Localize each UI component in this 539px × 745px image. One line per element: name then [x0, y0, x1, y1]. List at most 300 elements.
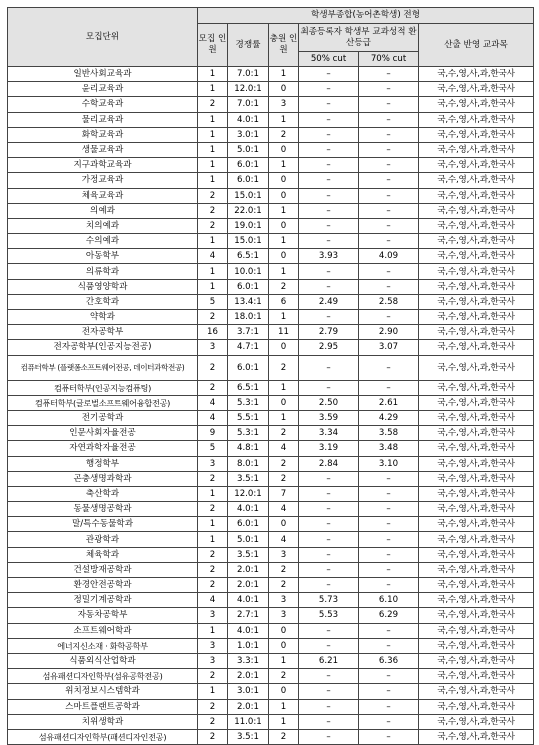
- capacity-cell: 1: [198, 173, 228, 188]
- unit-cell: 컴퓨터학부(인공지능컴퓨팅): [8, 380, 198, 395]
- cut-70-cell: –: [359, 234, 419, 249]
- cut-50-cell: –: [299, 127, 359, 142]
- subjects-cell: 국,수,영,사,과,한국사: [419, 608, 534, 623]
- additional-admits-cell: 2: [269, 578, 299, 593]
- cut-50-cell: 3.34: [299, 426, 359, 441]
- competition-rate-cell: 2.0:1: [228, 578, 269, 593]
- cut-50-cell: 3.19: [299, 441, 359, 456]
- unit-cell: 관광학과: [8, 532, 198, 547]
- table-row: [8, 142, 534, 157]
- capacity-cell: 2: [198, 502, 228, 517]
- table-row: [8, 173, 534, 188]
- cut-70-cell: –: [359, 638, 419, 653]
- cut-50-cell: 3.59: [299, 410, 359, 425]
- cut-50-cell: –: [299, 188, 359, 203]
- capacity-cell: 1: [198, 234, 228, 249]
- cut-70-cell: –: [359, 310, 419, 325]
- unit-cell: 치의예과: [8, 218, 198, 233]
- additional-admits-cell: 1: [269, 264, 299, 279]
- cut-70-cell: –: [359, 486, 419, 501]
- cut-70-cell: –: [359, 714, 419, 729]
- capacity-cell: 2: [198, 714, 228, 729]
- unit-cell: 체육학과: [8, 547, 198, 562]
- table-row: [8, 562, 534, 577]
- unit-cell: 동물생명공학과: [8, 502, 198, 517]
- competition-rate-cell: 6.5:1: [228, 249, 269, 264]
- subjects-cell: 국,수,영,사,과,한국사: [419, 441, 534, 456]
- cut-70-cell: –: [359, 203, 419, 218]
- cut-70-cell: 2.90: [359, 325, 419, 340]
- subjects-cell: 국,수,영,사,과,한국사: [419, 502, 534, 517]
- cut-70-cell: 6.29: [359, 608, 419, 623]
- subjects-cell: 국,수,영,사,과,한국사: [419, 532, 534, 547]
- competition-rate-cell: 6.0:1: [228, 355, 269, 380]
- cut-50-cell: –: [299, 380, 359, 395]
- unit-cell: 곤충생명과학과: [8, 471, 198, 486]
- competition-rate-cell: 2.0:1: [228, 562, 269, 577]
- competition-rate-cell: 4.7:1: [228, 340, 269, 355]
- additional-admits-cell: 4: [269, 441, 299, 456]
- cut-70-cell: –: [359, 729, 419, 744]
- cut-70-cell: –: [359, 218, 419, 233]
- cut-70-cell: –: [359, 173, 419, 188]
- additional-admits-cell: 4: [269, 532, 299, 547]
- competition-rate-cell: 2.0:1: [228, 669, 269, 684]
- competition-rate-cell: 2.7:1: [228, 608, 269, 623]
- additional-admits-cell: 2: [269, 279, 299, 294]
- capacity-cell: 2: [198, 188, 228, 203]
- unit-cell: 섬유패션디자인학부(섬유공학전공): [8, 669, 198, 684]
- competition-rate-cell: 3.5:1: [228, 471, 269, 486]
- table-row: [8, 355, 534, 380]
- table-row: [8, 203, 534, 218]
- capacity-cell: 4: [198, 410, 228, 425]
- subjects-cell: 국,수,영,사,과,한국사: [419, 593, 534, 608]
- table-row: [8, 699, 534, 714]
- capacity-cell: 3: [198, 653, 228, 668]
- subjects-cell: 국,수,영,사,과,한국사: [419, 142, 534, 157]
- capacity-cell: 1: [198, 127, 228, 142]
- header-admission-group: 학생부종합(농어촌학생) 전형: [198, 8, 534, 24]
- table-row: [8, 249, 534, 264]
- cut-50-cell: –: [299, 203, 359, 218]
- unit-cell: 윤리교육과: [8, 82, 198, 97]
- subjects-cell: 국,수,영,사,과,한국사: [419, 714, 534, 729]
- cut-50-cell: 6.21: [299, 653, 359, 668]
- competition-rate-cell: 4.0:1: [228, 623, 269, 638]
- capacity-cell: 2: [198, 97, 228, 112]
- table-row: [8, 669, 534, 684]
- cut-70-cell: 3.48: [359, 441, 419, 456]
- cut-70-cell: –: [359, 279, 419, 294]
- cut-50-cell: –: [299, 623, 359, 638]
- subjects-cell: 국,수,영,사,과,한국사: [419, 279, 534, 294]
- unit-cell: 의예과: [8, 203, 198, 218]
- competition-rate-cell: 8.0:1: [228, 456, 269, 471]
- subjects-cell: 국,수,영,사,과,한국사: [419, 684, 534, 699]
- cut-70-cell: 4.09: [359, 249, 419, 264]
- subjects-cell: 국,수,영,사,과,한국사: [419, 249, 534, 264]
- cut-70-cell: –: [359, 97, 419, 112]
- unit-cell: 의류학과: [8, 264, 198, 279]
- unit-cell: 체육교육과: [8, 188, 198, 203]
- additional-admits-cell: 4: [269, 502, 299, 517]
- capacity-cell: 1: [198, 684, 228, 699]
- additional-admits-cell: 1: [269, 203, 299, 218]
- cut-50-cell: 5.73: [299, 593, 359, 608]
- subjects-cell: 국,수,영,사,과,한국사: [419, 517, 534, 532]
- table-row: [8, 294, 534, 309]
- cut-70-cell: –: [359, 142, 419, 157]
- table-row: [8, 264, 534, 279]
- table-row: [8, 653, 534, 668]
- unit-cell: 약학과: [8, 310, 198, 325]
- cut-50-cell: –: [299, 82, 359, 97]
- admission-table-container: [7, 7, 533, 745]
- additional-admits-cell: 1: [269, 714, 299, 729]
- cut-50-cell: 2.49: [299, 294, 359, 309]
- table-row: [8, 158, 534, 173]
- cut-70-cell: –: [359, 158, 419, 173]
- subjects-cell: 국,수,영,사,과,한국사: [419, 325, 534, 340]
- cut-70-cell: –: [359, 471, 419, 486]
- cut-50-cell: –: [299, 517, 359, 532]
- capacity-cell: 1: [198, 264, 228, 279]
- table-row: [8, 471, 534, 486]
- cut-70-cell: 4.29: [359, 410, 419, 425]
- subjects-cell: 국,수,영,사,과,한국사: [419, 294, 534, 309]
- additional-admits-cell: 2: [269, 127, 299, 142]
- cut-50-cell: –: [299, 562, 359, 577]
- capacity-cell: 1: [198, 486, 228, 501]
- unit-cell: 수학교육과: [8, 97, 198, 112]
- additional-admits-cell: 0: [269, 218, 299, 233]
- competition-rate-cell: 15.0:1: [228, 188, 269, 203]
- cut-50-cell: –: [299, 142, 359, 157]
- cut-70-cell: –: [359, 355, 419, 380]
- cut-70-cell: –: [359, 578, 419, 593]
- cut-50-cell: –: [299, 67, 359, 82]
- unit-cell: 아동학부: [8, 249, 198, 264]
- subjects-cell: 국,수,영,사,과,한국사: [419, 112, 534, 127]
- additional-admits-cell: 2: [269, 562, 299, 577]
- competition-rate-cell: 5.0:1: [228, 142, 269, 157]
- unit-cell: 환경안전공학과: [8, 578, 198, 593]
- unit-cell: 인문사회자율전공: [8, 426, 198, 441]
- cut-70-cell: –: [359, 562, 419, 577]
- table-row: [8, 426, 534, 441]
- competition-rate-cell: 7.0:1: [228, 97, 269, 112]
- subjects-cell: 국,수,영,사,과,한국사: [419, 426, 534, 441]
- cut-70-cell: –: [359, 517, 419, 532]
- capacity-cell: 1: [198, 517, 228, 532]
- cut-50-cell: –: [299, 714, 359, 729]
- subjects-cell: 국,수,영,사,과,한국사: [419, 669, 534, 684]
- additional-admits-cell: 2: [269, 471, 299, 486]
- competition-rate-cell: 6.0:1: [228, 158, 269, 173]
- capacity-cell: 1: [198, 158, 228, 173]
- unit-cell: 수의예과: [8, 234, 198, 249]
- table-row: [8, 638, 534, 653]
- capacity-cell: 3: [198, 638, 228, 653]
- additional-admits-cell: 0: [269, 340, 299, 355]
- additional-admits-cell: 3: [269, 97, 299, 112]
- cut-70-cell: –: [359, 699, 419, 714]
- cut-70-cell: –: [359, 532, 419, 547]
- capacity-cell: 2: [198, 218, 228, 233]
- unit-cell: 정밀기계공학과: [8, 593, 198, 608]
- admission-results-table: [7, 7, 534, 745]
- table-row: [8, 532, 534, 547]
- unit-cell: 에너지신소재 · 화학공학부: [8, 638, 198, 653]
- cut-50-cell: –: [299, 173, 359, 188]
- competition-rate-cell: 12.0:1: [228, 82, 269, 97]
- header-unit: 모집단위: [8, 8, 198, 67]
- table-row: [8, 310, 534, 325]
- header-cut-70: 70% cut: [359, 52, 419, 67]
- cut-70-cell: –: [359, 547, 419, 562]
- capacity-cell: 2: [198, 380, 228, 395]
- additional-admits-cell: 0: [269, 517, 299, 532]
- capacity-cell: 5: [198, 294, 228, 309]
- cut-70-cell: 6.10: [359, 593, 419, 608]
- subjects-cell: 국,수,영,사,과,한국사: [419, 653, 534, 668]
- competition-rate-cell: 3.0:1: [228, 127, 269, 142]
- additional-admits-cell: 0: [269, 188, 299, 203]
- competition-rate-cell: 6.0:1: [228, 173, 269, 188]
- table-row: [8, 517, 534, 532]
- competition-rate-cell: 11.0:1: [228, 714, 269, 729]
- additional-admits-cell: 1: [269, 158, 299, 173]
- additional-admits-cell: 1: [269, 67, 299, 82]
- table-row: [8, 684, 534, 699]
- subjects-cell: 국,수,영,사,과,한국사: [419, 188, 534, 203]
- table-row: [8, 380, 534, 395]
- competition-rate-cell: 4.0:1: [228, 502, 269, 517]
- capacity-cell: 4: [198, 593, 228, 608]
- competition-rate-cell: 5.0:1: [228, 532, 269, 547]
- table-row: [8, 578, 534, 593]
- competition-rate-cell: 19.0:1: [228, 218, 269, 233]
- cut-50-cell: –: [299, 471, 359, 486]
- capacity-cell: 1: [198, 532, 228, 547]
- capacity-cell: 2: [198, 729, 228, 744]
- table-row: [8, 82, 534, 97]
- competition-rate-cell: 3.7:1: [228, 325, 269, 340]
- competition-rate-cell: 22.0:1: [228, 203, 269, 218]
- competition-rate-cell: 6.0:1: [228, 279, 269, 294]
- additional-admits-cell: 2: [269, 355, 299, 380]
- header-cut-50: 50% cut: [299, 52, 359, 67]
- unit-cell: 가정교육과: [8, 173, 198, 188]
- cut-70-cell: –: [359, 669, 419, 684]
- capacity-cell: 1: [198, 82, 228, 97]
- competition-rate-cell: 10.0:1: [228, 264, 269, 279]
- table-row: [8, 486, 534, 501]
- subjects-cell: 국,수,영,사,과,한국사: [419, 471, 534, 486]
- table-row: [8, 441, 534, 456]
- table-row: [8, 127, 534, 142]
- unit-cell: 간호학과: [8, 294, 198, 309]
- unit-cell: 화학교육과: [8, 127, 198, 142]
- additional-admits-cell: 1: [269, 310, 299, 325]
- capacity-cell: 2: [198, 669, 228, 684]
- cut-50-cell: –: [299, 578, 359, 593]
- table-row: [8, 502, 534, 517]
- capacity-cell: 2: [198, 203, 228, 218]
- competition-rate-cell: 6.0:1: [228, 517, 269, 532]
- capacity-cell: 2: [198, 547, 228, 562]
- cut-50-cell: –: [299, 699, 359, 714]
- unit-cell: 소프트웨어학과: [8, 623, 198, 638]
- subjects-cell: 국,수,영,사,과,한국사: [419, 486, 534, 501]
- subjects-cell: 국,수,영,사,과,한국사: [419, 380, 534, 395]
- cut-50-cell: –: [299, 234, 359, 249]
- capacity-cell: 2: [198, 578, 228, 593]
- subjects-cell: 국,수,영,사,과,한국사: [419, 410, 534, 425]
- capacity-cell: 3: [198, 340, 228, 355]
- capacity-cell: 1: [198, 112, 228, 127]
- subjects-cell: 국,수,영,사,과,한국사: [419, 97, 534, 112]
- competition-rate-cell: 7.0:1: [228, 67, 269, 82]
- subjects-cell: 국,수,영,사,과,한국사: [419, 158, 534, 173]
- cut-50-cell: –: [299, 532, 359, 547]
- unit-cell: 생물교육과: [8, 142, 198, 157]
- additional-admits-cell: 1: [269, 653, 299, 668]
- unit-cell: 행정학부: [8, 456, 198, 471]
- additional-admits-cell: 3: [269, 547, 299, 562]
- subjects-cell: 국,수,영,사,과,한국사: [419, 127, 534, 142]
- additional-admits-cell: 0: [269, 249, 299, 264]
- table-row: [8, 97, 534, 112]
- table-row: [8, 729, 534, 744]
- cut-50-cell: 5.53: [299, 608, 359, 623]
- competition-rate-cell: 3.3:1: [228, 653, 269, 668]
- additional-admits-cell: 7: [269, 486, 299, 501]
- subjects-cell: 국,수,영,사,과,한국사: [419, 203, 534, 218]
- table-body: [8, 67, 534, 745]
- subjects-cell: 국,수,영,사,과,한국사: [419, 623, 534, 638]
- competition-rate-cell: 13.4:1: [228, 294, 269, 309]
- cut-50-cell: 2.84: [299, 456, 359, 471]
- cut-70-cell: –: [359, 380, 419, 395]
- additional-admits-cell: 0: [269, 395, 299, 410]
- additional-admits-cell: 1: [269, 380, 299, 395]
- competition-rate-cell: 5.3:1: [228, 426, 269, 441]
- competition-rate-cell: 4.0:1: [228, 112, 269, 127]
- unit-cell: 컴퓨터학부 (플랫폼소프트웨어전공, 데이터과학전공): [8, 355, 198, 380]
- subjects-cell: 국,수,영,사,과,한국사: [419, 729, 534, 744]
- competition-rate-cell: 4.0:1: [228, 593, 269, 608]
- cut-50-cell: –: [299, 486, 359, 501]
- capacity-cell: 1: [198, 623, 228, 638]
- subjects-cell: 국,수,영,사,과,한국사: [419, 234, 534, 249]
- competition-rate-cell: 6.5:1: [228, 380, 269, 395]
- unit-cell: 자동차공학부: [8, 608, 198, 623]
- unit-cell: 건설방재공학과: [8, 562, 198, 577]
- cut-50-cell: 2.50: [299, 395, 359, 410]
- capacity-cell: 16: [198, 325, 228, 340]
- table-row: [8, 234, 534, 249]
- cut-50-cell: –: [299, 112, 359, 127]
- capacity-cell: 4: [198, 249, 228, 264]
- capacity-cell: 2: [198, 699, 228, 714]
- table-row: [8, 340, 534, 355]
- cut-50-cell: –: [299, 729, 359, 744]
- unit-cell: 물리교육과: [8, 112, 198, 127]
- table-row: [8, 608, 534, 623]
- table-row: [8, 112, 534, 127]
- additional-admits-cell: 1: [269, 112, 299, 127]
- table-row: [8, 547, 534, 562]
- competition-rate-cell: 3.5:1: [228, 729, 269, 744]
- subjects-cell: 국,수,영,사,과,한국사: [419, 456, 534, 471]
- cut-50-cell: –: [299, 638, 359, 653]
- capacity-cell: 4: [198, 395, 228, 410]
- unit-cell: 식품영양학과: [8, 279, 198, 294]
- unit-cell: 스마트플랜트공학과: [8, 699, 198, 714]
- competition-rate-cell: 3.5:1: [228, 547, 269, 562]
- subjects-cell: 국,수,영,사,과,한국사: [419, 699, 534, 714]
- unit-cell: 일반사회교육과: [8, 67, 198, 82]
- additional-admits-cell: 0: [269, 82, 299, 97]
- cut-50-cell: –: [299, 158, 359, 173]
- cut-70-cell: –: [359, 127, 419, 142]
- competition-rate-cell: 12.0:1: [228, 486, 269, 501]
- cut-70-cell: 6.36: [359, 653, 419, 668]
- cut-50-cell: 2.79: [299, 325, 359, 340]
- unit-cell: 전기공학과: [8, 410, 198, 425]
- table-row: [8, 410, 534, 425]
- cut-70-cell: –: [359, 623, 419, 638]
- header-subjects: 산출 반영 교과목: [419, 24, 534, 67]
- unit-cell: 치위생학과: [8, 714, 198, 729]
- additional-admits-cell: 2: [269, 456, 299, 471]
- subjects-cell: 국,수,영,사,과,한국사: [419, 218, 534, 233]
- cut-50-cell: –: [299, 684, 359, 699]
- cut-70-cell: –: [359, 502, 419, 517]
- table-row: [8, 325, 534, 340]
- additional-admits-cell: 2: [269, 669, 299, 684]
- cut-50-cell: –: [299, 669, 359, 684]
- capacity-cell: 2: [198, 562, 228, 577]
- unit-cell: 전자공학부: [8, 325, 198, 340]
- cut-50-cell: –: [299, 355, 359, 380]
- capacity-cell: 3: [198, 608, 228, 623]
- unit-cell: 위치정보시스템학과: [8, 684, 198, 699]
- cut-70-cell: –: [359, 188, 419, 203]
- header-grade-group: 최종등록자 학생부 교과성적 환산등급: [299, 24, 419, 52]
- cut-70-cell: –: [359, 82, 419, 97]
- table-row: [8, 188, 534, 203]
- table-row: [8, 67, 534, 82]
- capacity-cell: 2: [198, 471, 228, 486]
- additional-admits-cell: 3: [269, 593, 299, 608]
- capacity-cell: 9: [198, 426, 228, 441]
- unit-cell: 식품외식산업학과: [8, 653, 198, 668]
- cut-50-cell: –: [299, 218, 359, 233]
- cut-70-cell: –: [359, 684, 419, 699]
- cut-70-cell: 3.07: [359, 340, 419, 355]
- additional-admits-cell: 1: [269, 234, 299, 249]
- additional-admits-cell: 3: [269, 608, 299, 623]
- header-competition-rate: 경쟁률: [228, 24, 269, 67]
- competition-rate-cell: 1.0:1: [228, 638, 269, 653]
- subjects-cell: 국,수,영,사,과,한국사: [419, 638, 534, 653]
- cut-50-cell: –: [299, 264, 359, 279]
- subjects-cell: 국,수,영,사,과,한국사: [419, 173, 534, 188]
- subjects-cell: 국,수,영,사,과,한국사: [419, 355, 534, 380]
